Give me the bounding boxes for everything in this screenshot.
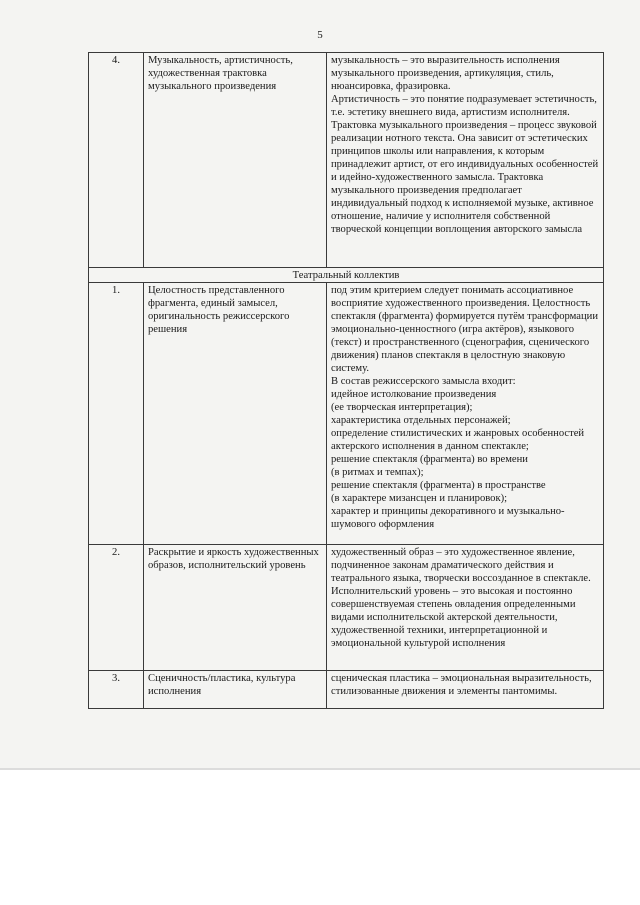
section-header-row — [89, 268, 604, 283]
criterion-name: Целостность представленного фрагмента, единый замысел, оригинальность режиссерского решения — [144, 283, 327, 545]
criterion-description: под этим критерием следует понимать ассоциативное восприятие художественного произведения. Целостность спектакля (фрагмента) формируется путём трансформации эмоционально-ценностного (игра актёров), языкового (текст) и пространственного (сценография, сценического движения) планов спектакля в целостную знаковую систему. В состав режиссерского замысла входит: идейное истолкование произведения (ее творческая интерпретация); характеристика отдельных персонажей; определение стилистических и жанровых особенностей актерского исполнения в данном спектакле; решение спектакля (фрагмента) во времени (в ритмах и темпах); решение спектакля (фрагмента) в пространстве (в характере мизансцен и планировок); характер и принципы декоративного и музыкально-шумового оформления — [327, 283, 604, 545]
criterion-name: Сценичность/пластика, культура исполнения — [144, 671, 327, 709]
row-number: 1. — [89, 283, 144, 545]
scan-edge-divider — [0, 768, 640, 770]
table-row — [89, 53, 604, 268]
row-number: 2. — [89, 545, 144, 671]
table-row — [89, 671, 604, 709]
section-title: Театральный коллектив — [89, 268, 604, 283]
criterion-description: сценическая пластика – эмоциональная выразительность, стилизованные движения и элементы пантомимы. — [327, 671, 604, 709]
row-number: 4. — [89, 53, 144, 268]
criteria-table — [88, 52, 604, 709]
criterion-description: музыкальность – это выразительность исполнения музыкального произведения, артикуляция, стиль, нюансировка, фразировка. Артистичность – это понятие подразумевает эстетичность, т.е. эстетику внешнего вида, артистизм исполнителя. Трактовка музыкального произведения – процесс звуковой реализации нотного текста. Она зависит от эстетических принципов школы или направления, к которым принадлежит артист, от его индивидуальных особенностей и идейно-художественного замысла. Трактовка музыкального произведения предполагает индивидуальный подход к исполняемой музыке, активное отношение, наличие у исполнителя собственной творческой концепции воплощения авторского замысла — [327, 53, 604, 268]
criterion-name: Музыкальность, артистичность, художественная трактовка музыкального произведения — [144, 53, 327, 268]
criterion-name: Раскрытие и яркость художественных образов, исполнительский уровень — [144, 545, 327, 671]
table-row — [89, 545, 604, 671]
table-row — [89, 283, 604, 545]
criterion-description: художественный образ – это художественное явление, подчиненное законам драматического действия и театрального языка, творчески воссозданное в спектакле. Исполнительский уровень – это высокая и постоянно совершенствуемая степень овладения определенными видами исполнительской актерской деятельности, художественной техники, интерпретационной и эмоциональной культурой исполнения — [327, 545, 604, 671]
page-number: 5 — [317, 29, 323, 41]
row-number: 3. — [89, 671, 144, 709]
